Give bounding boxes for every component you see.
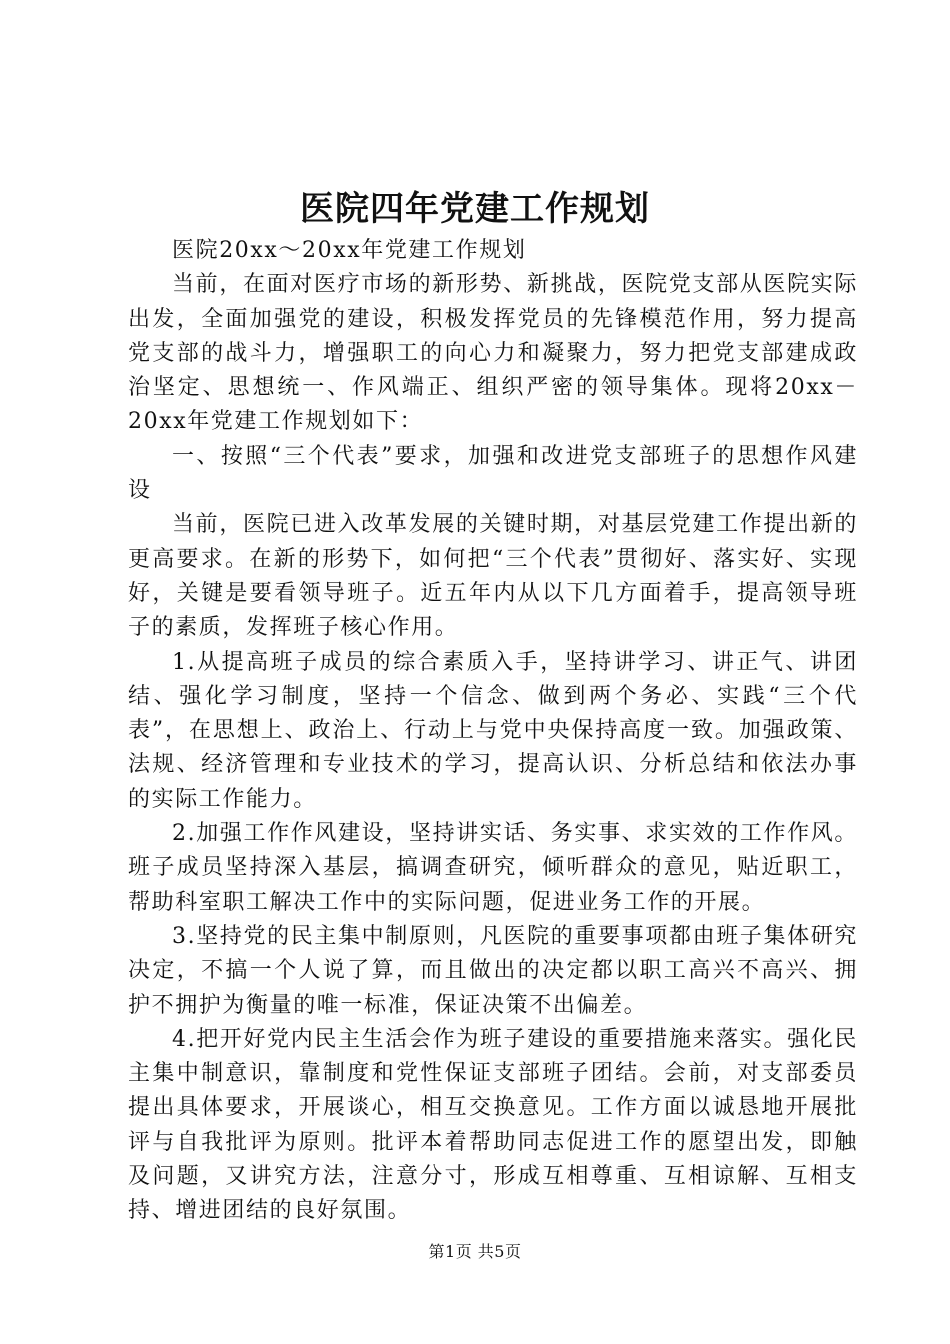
paragraph-section-1-intro: 当前，医院已进入改革发展的关键时期，对基层党建工作提出新的更高要求。在新的形势下，如何把“三个代表”贯彻好、落实好、实现好，关键是要看领导班子。近五年内从以下几方面着手，提高领导班子的素质，发挥班子核心作用。 xyxy=(128,512,858,641)
paragraph-item-2: 2.加强工作作风建设，坚持讲实话、务实事、求实效的工作作风。班子成员坚持深入基层，搞调查研究，倾听群众的意见，贴近职工，帮助科室职工解决工作中的实际问题，促进业务工作的开展。 xyxy=(128,821,858,915)
paragraph-subtitle: 医院20xx～20xx年党建工作规划 xyxy=(172,238,527,263)
paragraph-item-3: 3.坚持党的民主集中制原则，凡医院的重要事项都由班子集体研究决定，不搞一个人说了算，而且做出的决定都以职工高兴不高兴、拥护不拥护为衡量的唯一标准，保证决策不出偏差。 xyxy=(128,923,858,1018)
document-body xyxy=(128,234,858,1229)
page-footer: 第1页 共5页 xyxy=(428,1242,522,1261)
paragraph-item-1: 1.从提高班子成员的综合素质入手，坚持讲学习、讲正气、讲团结、强化学习制度，坚持一个信念、做到两个务必、实践“三个代表”，在思想上、政治上、行动上与党中央保持高度一致。加强政策、法规、经济管理和专业技术的学习，提高认识、分析总结和依法办事的实际工作能力。 xyxy=(128,649,858,812)
paragraph-item-4: 4.把开好党内民主生活会作为班子建设的重要措施来落实。强化民主集中制意识，靠制度和党性保证支部班子团结。会前，对支部委员提出具体要求，开展谈心，相互交换意见。工作方面以诚恳地开展批评与自我批评为原则。批评本着帮助同志促进工作的愿望出发，即触及问题，又讲究方法，注意分寸，形成互相尊重、互相谅解、互相支持、增进团结的良好氛围。 xyxy=(128,1026,858,1224)
document-title: 医院四年党建工作规划 xyxy=(300,189,650,229)
paragraph-intro: 当前，在面对医疗市场的新形势、新挑战，医院党支部从医院实际出发，全面加强党的建设，积极发挥党员的先锋模范作用，努力提高党支部的战斗力，增强职工的向心力和凝聚力，努力把党支部建成政治坚定、思想统一、作风端正、组织严密的领导集体。现将20xx－20xx年党建工作规划如下： xyxy=(128,272,858,435)
section-heading-1: 一、按照“三个代表”要求，加强和改进党支部班子的思想作风建设 xyxy=(128,443,858,504)
